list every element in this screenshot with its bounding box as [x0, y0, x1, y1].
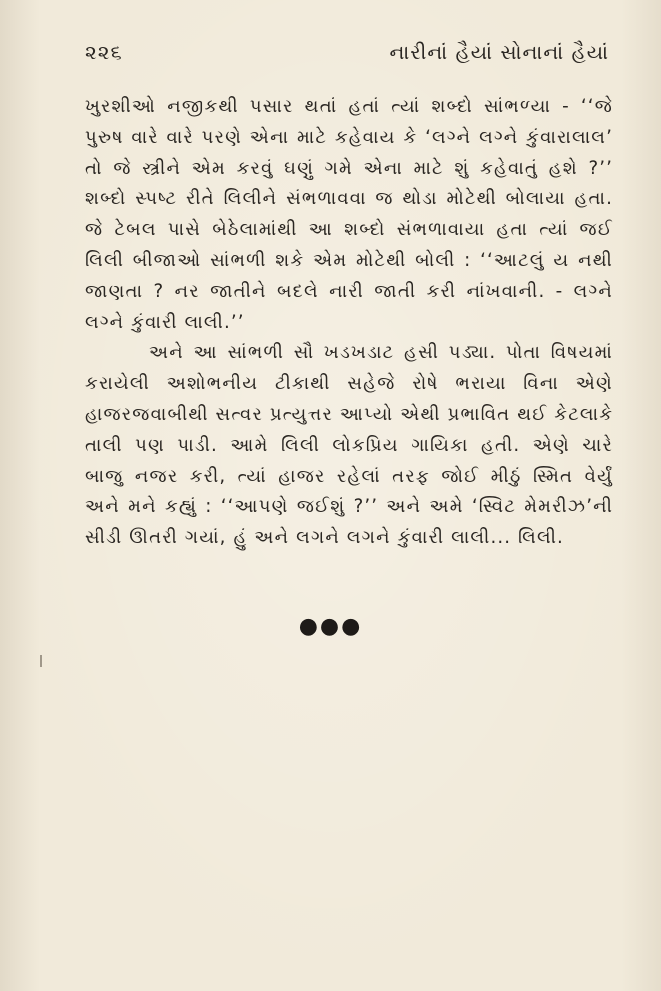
text-line: લગ્ને કુંવારી લાલી.’’: [85, 311, 245, 333]
text-line: ખુરશીઓ નજીકથી પસાર થતાં હતાં ત્યાં શબ્દો સાંભળ્યા - ‘‘જે: [85, 96, 613, 117]
text-line: તાલી પણ પાડી. આમે લિલી લોકપ્રિય ગાયિકા હતી. એણે ચારે: [85, 434, 613, 456]
text-line: સીડી ઊતરી ગયાં, હું અને લગને લગને કુંવારી લાલી... લિલી.: [85, 527, 564, 549]
page-header: [85, 40, 609, 70]
text-line: તો જે સ્ત્રીને એમ કરવું ઘણું ગમે એના માટે શું કહેવાતું હશે ?’’: [85, 157, 613, 179]
text-line: શબ્દો સ્પષ્ટ રીતે લિલીને સંભળાવવા જ થોડા મોટેથી બોલાયા હતા.: [85, 188, 613, 210]
text-line: અને મને કહ્યું : ‘‘આપણે જઈશું ?’’ અને અમે ‘સ્વિટ મેમરીઝ’ની: [85, 496, 613, 518]
text-line: જાણતા ? નર જાતીને બદલે નારી જાતી કરી નાંખવાની. - લગ્ને: [85, 280, 613, 302]
text-line: જે ટેબલ પાસે બેઠેલામાંથી આ શબ્દો સંભળાવાયા હતા ત્યાં જઈ: [85, 219, 613, 241]
section-separator: ●●●: [298, 614, 363, 639]
paragraph-start-line: અને આ સાંભળી સૌ ખડખડાટ હસી પડ્યા. પોતા વિષયમાં: [149, 342, 613, 364]
running-title: નારીનાં હૈયાં સોનાનાં હૈયાં: [389, 40, 609, 64]
page-number: ૨૨૬: [85, 40, 123, 64]
text-line: કરાયેલી અશોભનીય ટીકાથી સહેજે રોષે ભરાયા વિના એણે: [85, 373, 613, 395]
text-line: હાજરજવાબીથી સત્વર પ્રત્યુત્તર આપ્યો એથી પ્રભાવિત થઈ કેટલાકે: [85, 403, 614, 425]
text-line: બાજુ નજર કરી, ત્યાં હાજર રહેલાં તરફ જોઈ મીઠું સ્મિત વેર્યું: [85, 465, 613, 487]
margin-mark: [40, 655, 42, 667]
body-text: [85, 92, 613, 554]
text-line: લિલી બીજાઓ સાંભળી શકે એમ મોટેથી બોલી : ‘‘આટલું ય નથી: [85, 249, 613, 271]
text-line: પુરુષ વારે વારે પરણે એના માટે કહેવાય કે ‘લગ્ને લગ્ને કુંવારાલાલ’: [85, 126, 613, 148]
